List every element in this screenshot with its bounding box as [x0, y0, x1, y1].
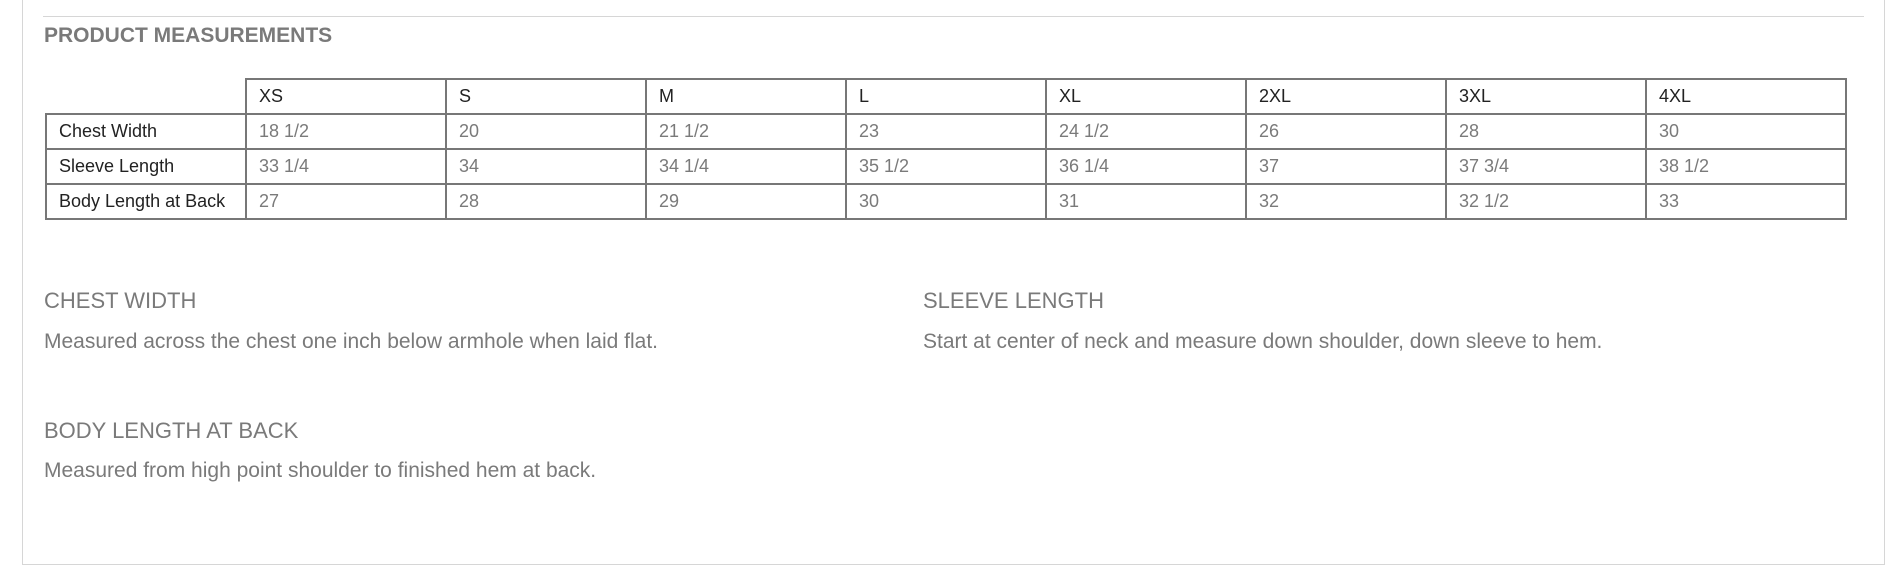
- table-cell: 32: [1246, 184, 1446, 219]
- table-header-row: [46, 79, 1846, 114]
- table-row: [46, 184, 1846, 219]
- table-cell: 37 3/4: [1446, 149, 1646, 184]
- table-corner-cell: [46, 79, 246, 114]
- size-header: XS: [246, 79, 446, 114]
- size-header: XL: [1046, 79, 1246, 114]
- table-cell: 26: [1246, 114, 1446, 149]
- table-cell: 37: [1246, 149, 1446, 184]
- table-cell: 20: [446, 114, 646, 149]
- divider: [43, 16, 1864, 17]
- table-cell: 30: [846, 184, 1046, 219]
- table-cell: 34 1/4: [646, 149, 846, 184]
- table-cell: 34: [446, 149, 646, 184]
- size-header: L: [846, 79, 1046, 114]
- table-cell: 28: [1446, 114, 1646, 149]
- table-cell: 21 1/2: [646, 114, 846, 149]
- table-cell: 23: [846, 114, 1046, 149]
- table-cell: 35 1/2: [846, 149, 1046, 184]
- row-label: Chest Width: [46, 114, 246, 149]
- chest-width-description: Measured across the chest one inch below armhole when laid flat.: [44, 330, 659, 353]
- row-label: Body Length at Back: [46, 184, 246, 219]
- sleeve-length-description: Start at center of neck and measure down shoulder, down sleeve to hem.: [923, 330, 1603, 353]
- table-cell: 18 1/2: [246, 114, 446, 149]
- table-cell: 27: [246, 184, 446, 219]
- size-header: 4XL: [1646, 79, 1846, 114]
- table-cell: 38 1/2: [1646, 149, 1846, 184]
- size-header: M: [646, 79, 846, 114]
- table-cell: 31: [1046, 184, 1246, 219]
- measurements-table: [45, 78, 1847, 220]
- size-header: S: [446, 79, 646, 114]
- chest-width-heading: CHEST WIDTH: [44, 288, 197, 313]
- body-length-description: Measured from high point shoulder to finished hem at back.: [44, 459, 597, 482]
- table-row: [46, 149, 1846, 184]
- table-cell: 32 1/2: [1446, 184, 1646, 219]
- size-header: 2XL: [1246, 79, 1446, 114]
- size-header: 3XL: [1446, 79, 1646, 114]
- table-cell: 33 1/4: [246, 149, 446, 184]
- table-cell: 30: [1646, 114, 1846, 149]
- row-label: Sleeve Length: [46, 149, 246, 184]
- table-cell: 24 1/2: [1046, 114, 1246, 149]
- section-title: PRODUCT MEASUREMENTS: [44, 24, 333, 47]
- table-cell: 29: [646, 184, 846, 219]
- table-cell: 33: [1646, 184, 1846, 219]
- table-cell: 28: [446, 184, 646, 219]
- table-cell: 36 1/4: [1046, 149, 1246, 184]
- sleeve-length-heading: SLEEVE LENGTH: [923, 288, 1104, 313]
- table-row: [46, 114, 1846, 149]
- body-length-heading: BODY LENGTH AT BACK: [44, 418, 299, 443]
